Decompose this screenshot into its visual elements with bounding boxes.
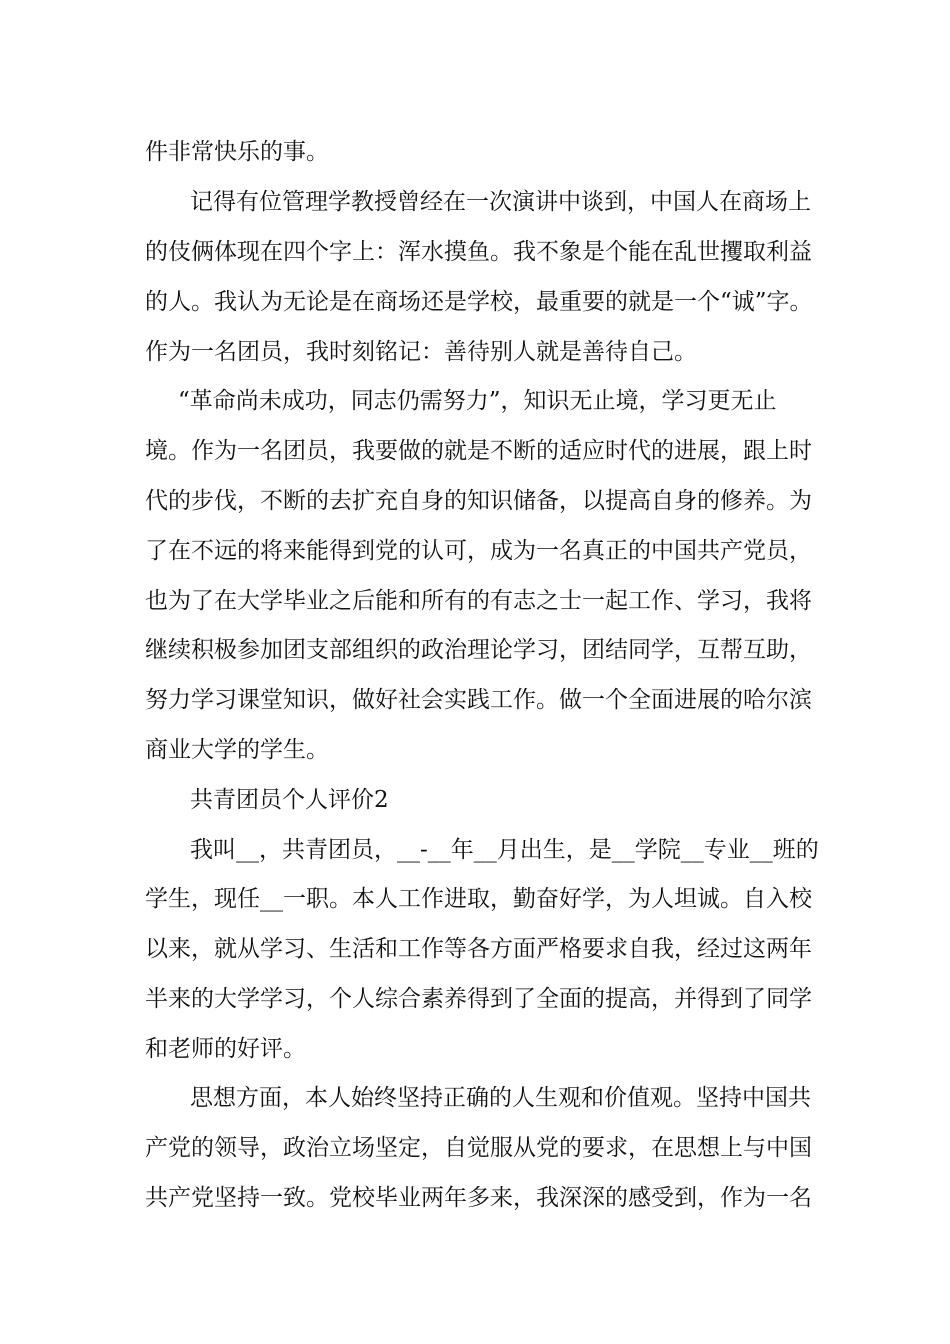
- text-line: 共产党坚持一致。党校毕业两年多来，我深深的感受到，作为一名: [145, 1185, 812, 1211]
- text-line: 了在不远的将来能得到党的认可，成为一名真正的中国共产党员，: [145, 538, 812, 564]
- section-heading: 共青团员个人评价2: [190, 787, 389, 813]
- text-line: 的人。我认为无论是在商场还是学校，最重要的就是一个“诚”字。: [145, 289, 813, 315]
- text-line: 境。作为一名团员，我要做的就是不断的适应时代的进展，跟上时: [145, 438, 812, 464]
- text-line: 作为一名团员，我时刻铭记：善待别人就是善待自己。: [145, 339, 697, 365]
- text-line: “革命尚未成功，同志仍需努力”，知识无止境，学习更无止: [178, 388, 777, 414]
- text-line: 学生，现任__一职。本人工作进取，勤奋好学，为人坦诚。自入校: [145, 886, 812, 912]
- text-line: 以来，就从学习、生活和工作等各方面严格要求自我，经过这两年: [145, 936, 812, 962]
- text-line: 的伎俩体现在四个字上：浑水摸鱼。我不象是个能在乱世攫取利益: [145, 239, 812, 265]
- text-line: 件非常快乐的事。: [145, 139, 329, 165]
- text-line: 努力学习课堂知识，做好社会实践工作。做一个全面进展的哈尔滨: [145, 687, 812, 713]
- text-line: 我叫__，共青团员，__-__年__月出生，是__学院__专业__班的: [190, 837, 819, 863]
- text-line: 和老师的好评。: [145, 1036, 306, 1062]
- text-line: 产党的领导，政治立场坚定，自觉服从党的要求，在思想上与中国: [145, 1135, 812, 1161]
- text-line: 记得有位管理学教授曾经在一次演讲中谈到，中国人在商场上: [190, 189, 811, 215]
- text-line: 半来的大学学习，个人综合素养得到了全面的提高，并得到了同学: [145, 986, 812, 1012]
- text-line: 商业大学的学生。: [145, 737, 329, 763]
- text-line: 继续积极参加团支部组织的政治理论学习，团结同学，互帮互助，: [145, 637, 812, 663]
- text-line: 代的步伐，不断的去扩充自身的知识储备，以提高自身的修养。为: [145, 488, 812, 514]
- text-line: 也为了在大学毕业之后能和所有的有志之士一起工作、学习，我将: [145, 588, 812, 614]
- text-line: 思想方面，本人始终坚持正确的人生观和价值观。坚持中国共: [190, 1085, 811, 1111]
